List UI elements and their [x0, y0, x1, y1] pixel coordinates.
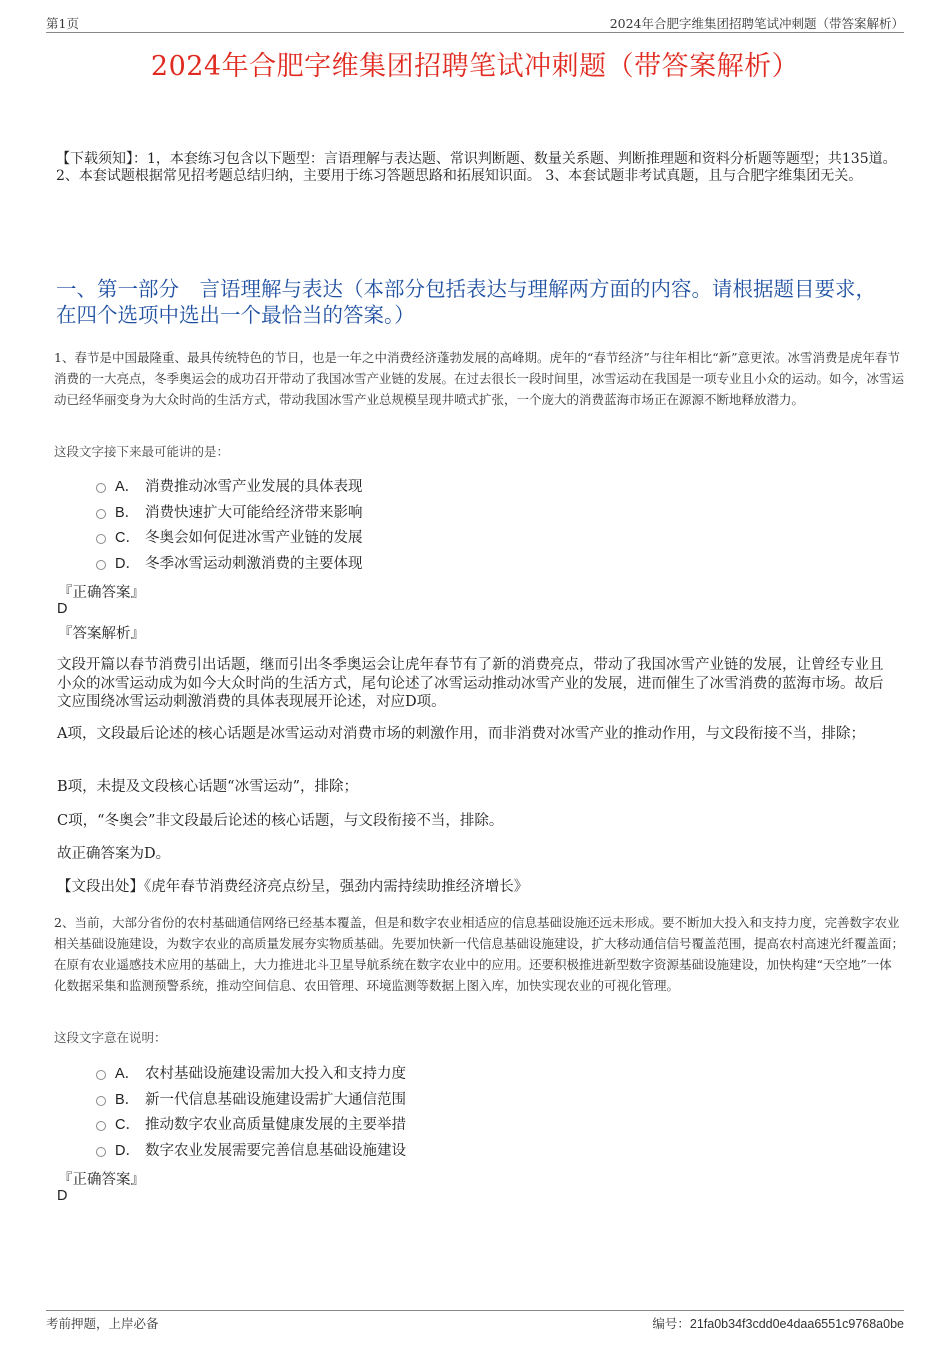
page-footer	[46, 1310, 904, 1331]
option-letter: D．	[115, 1142, 140, 1159]
analysis-option-c: C项，“冬奥会”非文段最后论述的核心话题，与文段衔接不当，排除。	[57, 813, 504, 829]
option-letter: B．	[115, 1091, 140, 1108]
option-b[interactable]	[96, 499, 363, 525]
option-letter: A．	[115, 1066, 140, 1083]
download-notice: 【下载须知】：1，本套练习包含以下题型：言语理解与表达题、常识判断题、数量关系题、判断推理题和资料分析题等题型；共135道。 2、本套试题根据常见招考题总结归纳，主要用于练习答题思路和拓展知识面。 3、本套试题非考试真题，且与合肥字维集团无关。	[56, 151, 897, 184]
document-title: 2024年合肥字维集团招聘笔试冲刺题（带答案解析）	[150, 51, 800, 82]
footer-code	[652, 1314, 904, 1332]
option-c[interactable]	[96, 524, 363, 550]
answer-label: 『正确答案』	[58, 1172, 145, 1188]
analysis-conclusion: 故正确答案为D。	[57, 846, 171, 862]
radio-icon[interactable]	[96, 534, 106, 544]
option-letter: A．	[115, 479, 140, 496]
analysis-paragraph: 文段开篇以春节消费引出话题，继而引出冬季奥运会让虎年春节有了新的消费亮点，带动了我国冰雪产业链的发展，让曾经专业且小众的冰雪运动成为如今大众时尚的生活方式，尾句论述了冰雪运动推动冰雪产业的发展，进而催生了冰雪消费的蓝海市场。故后文应围绕冰雪运动刺激消费的具体表现展开论述，对应D项。	[57, 657, 884, 710]
page-number: 第1页	[46, 16, 79, 31]
option-letter: C．	[115, 1117, 140, 1134]
answer-value: D	[57, 1188, 68, 1204]
page-header	[46, 14, 904, 33]
option-letter: B．	[115, 504, 140, 521]
header-doc-title: 2024年合肥字维集团招聘笔试冲刺题（带答案解析）	[609, 16, 904, 31]
radio-icon[interactable]	[96, 483, 106, 493]
option-text: 冬季冰雪运动刺激消费的主要体现	[145, 555, 363, 572]
option-text: 推动数字农业高质量健康发展的主要举措	[145, 1117, 406, 1134]
option-text: 消费推动冰雪产业发展的具体表现	[145, 479, 363, 496]
option-text: 冬奥会如何促进冰雪产业链的发展	[145, 530, 363, 547]
option-c[interactable]	[96, 1111, 406, 1137]
option-text: 农村基础设施建设需加大投入和支持力度	[145, 1066, 406, 1083]
question-2-text: 2、当前，大部分省份的农村基础通信网络已经基本覆盖，但是和数字农业相适应的信息基础设施还远未形成。要不断加大投入和支持力度，完善数字农业相关基础设施建设，为数字农业的高质量发展夯实物质基础。先要加快新一代信息基础设施建设，扩大移动通信信号覆盖范围，提高农村高速光纤覆盖面；在原有农业遥感技术应用的基础上，大力推进北斗卫星导航系统在数字农业中的应用。还要积极推进新型数字资源基础设施建设，加快构建“天空地”一体化数据采集和监测预警系统，推动空间信息、农田管理、环境监测等数据上图入库，加快实现农业的可视化管理。	[54, 915, 905, 993]
option-d[interactable]	[96, 1137, 406, 1163]
question-2-options	[96, 1060, 406, 1162]
radio-icon[interactable]	[96, 1096, 106, 1106]
answer-label: 『正确答案』	[58, 585, 145, 601]
analysis-label: 『答案解析』	[58, 626, 145, 642]
option-text: 消费快速扩大可能给经济带来影响	[145, 504, 363, 521]
option-a[interactable]	[96, 1060, 406, 1086]
option-d[interactable]	[96, 550, 363, 576]
code-value: 21fa0b34f3cdd0e4daa6551c9768a0be	[689, 1317, 904, 1331]
option-text: 新一代信息基础设施建设需扩大通信范围	[145, 1091, 406, 1108]
option-letter: C．	[115, 530, 140, 547]
question-2-prompt: 这段文字意在说明：	[54, 1030, 167, 1045]
footer-slogan: 考前押题，上岸必备	[46, 1316, 159, 1331]
radio-icon[interactable]	[96, 1147, 106, 1157]
source-citation: 【文段出处】《虎年春节消费经济亮点纷呈，强劲内需持续助推经济增长》	[57, 879, 529, 895]
radio-icon[interactable]	[96, 1070, 106, 1080]
radio-icon[interactable]	[96, 1121, 106, 1131]
option-text: 数字农业发展需要完善信息基础设施建设	[145, 1142, 406, 1159]
question-1-prompt: 这段文字接下来最可能讲的是：	[54, 444, 230, 459]
code-label: 编号：	[652, 1316, 690, 1331]
radio-icon[interactable]	[96, 509, 106, 519]
analysis-option-a: A项，文段最后论述的核心话题是冰雪运动对消费市场的刺激作用，而非消费对冰雪产业的推动作用，与文段衔接不当，排除；	[57, 726, 865, 742]
question-1-options	[96, 473, 363, 575]
answer-value: D	[57, 601, 68, 617]
section-title: 一、第一部分 言语理解与表达（本部分包括表达与理解两方面的内容。请根据题目要求，在四个选项中选出一个最恰当的答案。）	[56, 277, 876, 327]
analysis-option-b: B项，未提及文段核心话题“冰雪运动”，排除；	[57, 779, 358, 795]
radio-icon[interactable]	[96, 560, 106, 570]
question-1-text: 1、春节是中国最隆重、最具传统特色的节日，也是一年之中消费经济蓬勃发展的高峰期。虎年的“春节经济”与往年相比“新”意更浓。冰雪消费是虎年春节消费的一大亮点，冬季奥运会的成功召开带动了我国冰雪产业链的发展。在过去很长一段时间里，冰雪运动在我国是一项专业且小众的运动。如今，冰雪运动已经华丽变身为大众时尚的生活方式，带动我国冰雪产业总规模呈现井喷式扩张，一个庞大的消费蓝海市场正在源源不断地释放潜力。	[54, 350, 905, 407]
option-b[interactable]	[96, 1086, 406, 1112]
option-a[interactable]	[96, 473, 363, 499]
option-letter: D．	[115, 555, 140, 572]
